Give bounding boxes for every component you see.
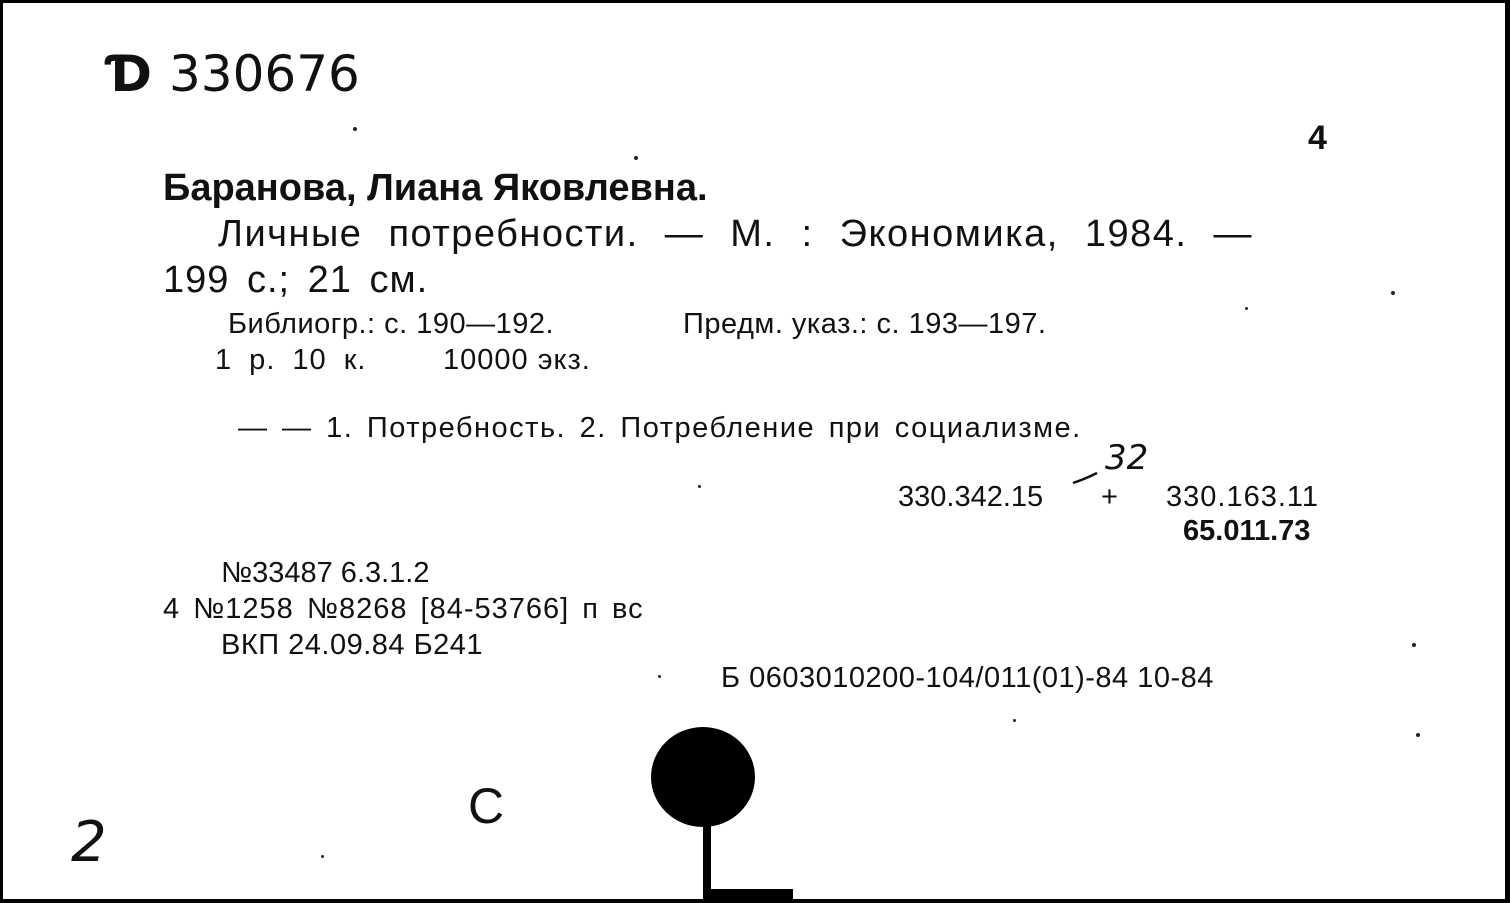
extent-line: 199 с.; 21 см. — [163, 259, 429, 301]
title-line: Личные потребности. — М. : Экономика, 1984. — — [218, 213, 1253, 255]
speck — [1245, 307, 1248, 310]
accession-line-2: 4 №1258 №8268 [84-53766] п вс — [163, 593, 644, 625]
plus-sign: + — [1101, 481, 1118, 513]
punch-hole — [651, 727, 755, 827]
speck — [1416, 733, 1420, 737]
author-heading: Баранова, Лиана Яковлевна. — [163, 167, 708, 209]
order-code: Б 0603010200-104/011(01)-84 10-84 — [721, 662, 1214, 694]
speck — [1391, 291, 1395, 295]
speck — [698, 485, 701, 488]
corner-number: 4 — [1308, 119, 1327, 157]
handwritten-corner-mark: 2 — [71, 810, 107, 875]
speck — [658, 675, 661, 678]
speck — [353, 127, 357, 131]
speck — [1013, 719, 1016, 722]
class-number-2: 330.163.11 — [1166, 481, 1319, 513]
punch-hole-notch — [703, 821, 711, 899]
accession-line-1: №33487 6.3.1.2 — [221, 557, 430, 589]
bibliography-note: Библиогр.: с. 190—192. — [228, 308, 555, 340]
speck — [1412, 643, 1416, 647]
price-line: 1 р. 10 к. — [215, 344, 367, 376]
circulation: 10000 экз. — [443, 344, 591, 376]
letter-mark: С — [468, 778, 505, 834]
speck — [634, 156, 638, 160]
handwritten-code: 32 — [1105, 438, 1149, 478]
speck — [321, 855, 324, 858]
stamp-prefix: Ɗ — [108, 45, 152, 103]
handwritten-dash — [1071, 469, 1101, 489]
catalog-card — [3, 3, 1505, 899]
accession-line-3: ВКП 24.09.84 Б241 — [221, 629, 483, 661]
class-number-1: 330.342.15 — [898, 481, 1044, 513]
subject-headings: — — 1. Потребность. 2. Потребление при социализме. — [238, 412, 1082, 444]
index-note: Предм. указ.: с. 193—197. — [683, 308, 1047, 340]
stamp-number: 330676 — [169, 45, 360, 103]
class-number-3: 65.011.73 — [1183, 515, 1311, 547]
punch-hole-tail — [703, 889, 793, 899]
